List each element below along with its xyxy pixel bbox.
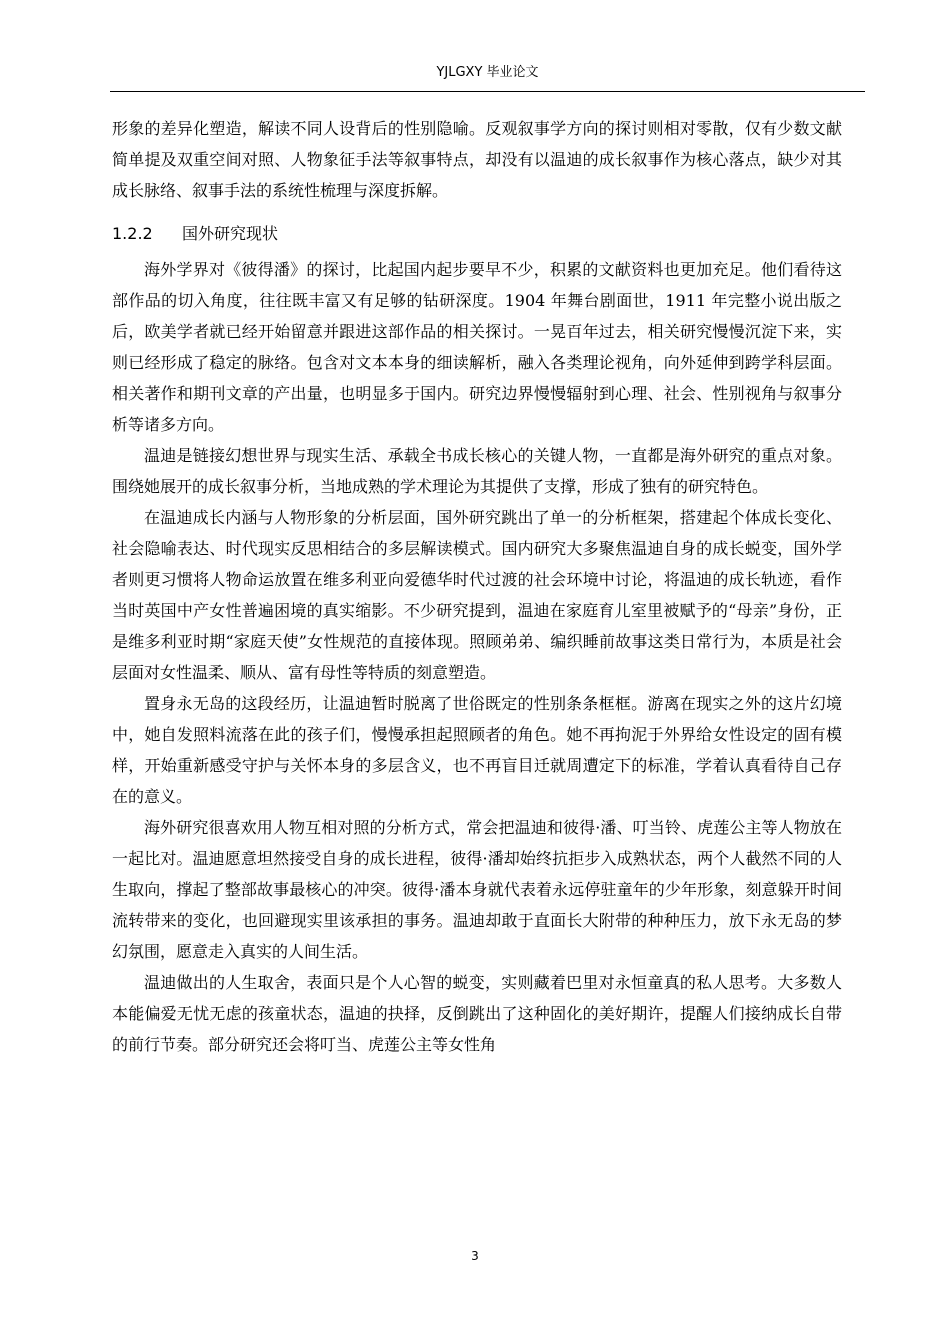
paragraph: 海外学界对《彼得潘》的探讨，比起国内起步要早不少，积累的文献资料也更加充足。他们看待这部作品的切入角度，往往既丰富又有足够的钻研深度。1904 年舞台剧面世，1911 年完整小说出版之后，欧美学者就已经开始留意并跟进这部作品的相关探讨。一晃百年过去，相关研究慢慢沉淀下来，实则已经形成了稳定的脉络。包含对文本本身的细读解析，融入各类理论视角，向外延伸到跨学科层面。相关著作和期刊文章的产出量，也明显多于国内。研究边界慢慢辐射到心理、社会、性别视角与叙事分析等诸多方向。 [112,260,842,434]
paragraph: 海外研究很喜欢用人物互相对照的分析方式，常会把温迪和彼得·潘、叮当铃、虎莲公主等人物放在一起比对。温迪愿意坦然接受自身的成长进程，彼得·潘却始终抗拒步入成熟状态，两个人截然不同的人生取向，撑起了整部故事最核心的冲突。彼得·潘本身就代表着永远停驻童年的少年形象，刻意躲开时间流转带来的变化，也回避现实里该承担的事务。温迪却敢于直面长大附带的种种压力，放下永无岛的梦幻氛围，愿意走入真实的人间生活。 [112,818,842,961]
section-number: 1.2.2 [112,224,153,243]
document-body [112,113,842,1060]
paragraph: 置身永无岛的这段经历，让温迪暂时脱离了世俗既定的性别条条框框。游离在现实之外的这片幻境中，她自发照料流落在此的孩子们，慢慢承担起照顾者的角色。她不再拘泥于外界给女性设定的固有模样，开始重新感受守护与关怀本身的多层含义，也不再盲目迁就周遭定下的标准，学着认真看待自己存在的意义。 [112,694,842,806]
header-rule [110,91,865,92]
paragraph: 在温迪成长内涵与人物形象的分析层面，国外研究跳出了单一的分析框架，搭建起个体成长变化、社会隐喻表达、时代现实反思相结合的多层解读模式。国内研究大多聚焦温迪自身的成长蜕变，国外学者则更习惯将人物命运放置在维多利亚向爱德华时代过渡的社会环境中讨论，将温迪的成长轨迹，看作当时英国中产女性普遍困境的真实缩影。不少研究提到，温迪在家庭育儿室里被赋予的“母亲”身份，正是维多利亚时期“家庭天使”女性规范的直接体现。照顾弟弟、编织睡前故事这类日常行为，本质是社会层面对女性温柔、顺从、富有母性等特质的刻意塑造。 [112,508,842,682]
paragraph: 温迪是链接幻想世界与现实生活、承载全书成长核心的关键人物，一直都是海外研究的重点对象。围绕她展开的成长叙事分析，当地成熟的学术理论为其提供了支撑，形成了独有的研究特色。 [112,446,842,496]
section-title: 国外研究现状 [182,224,279,243]
paragraph: 温迪做出的人生取舍，表面只是个人心智的蜕变，实则藏着巴里对永恒童真的私人思考。大多数人本能偏爱无忧无虑的孩童状态，温迪的抉择，反倒跳出了这种固化的美好期许，提醒人们接纳成长自带的前行节奏。部分研究还会将叮当、虎莲公主等女性角 [112,973,842,1054]
paragraph-continued: 形象的差异化塑造，解读不同人设背后的性别隐喻。反观叙事学方向的探讨则相对零散，仅有少数文献简单提及双重空间对照、人物象征手法等叙事特点，却没有以温迪的成长叙事作为核心落点，缺少对其成长脉络、叙事手法的系统性梳理与深度拆解。 [112,119,842,200]
page-header: YJLGXY 毕业论文 [436,65,539,80]
page-number: 3 [471,1249,479,1263]
section-heading [112,220,842,248]
